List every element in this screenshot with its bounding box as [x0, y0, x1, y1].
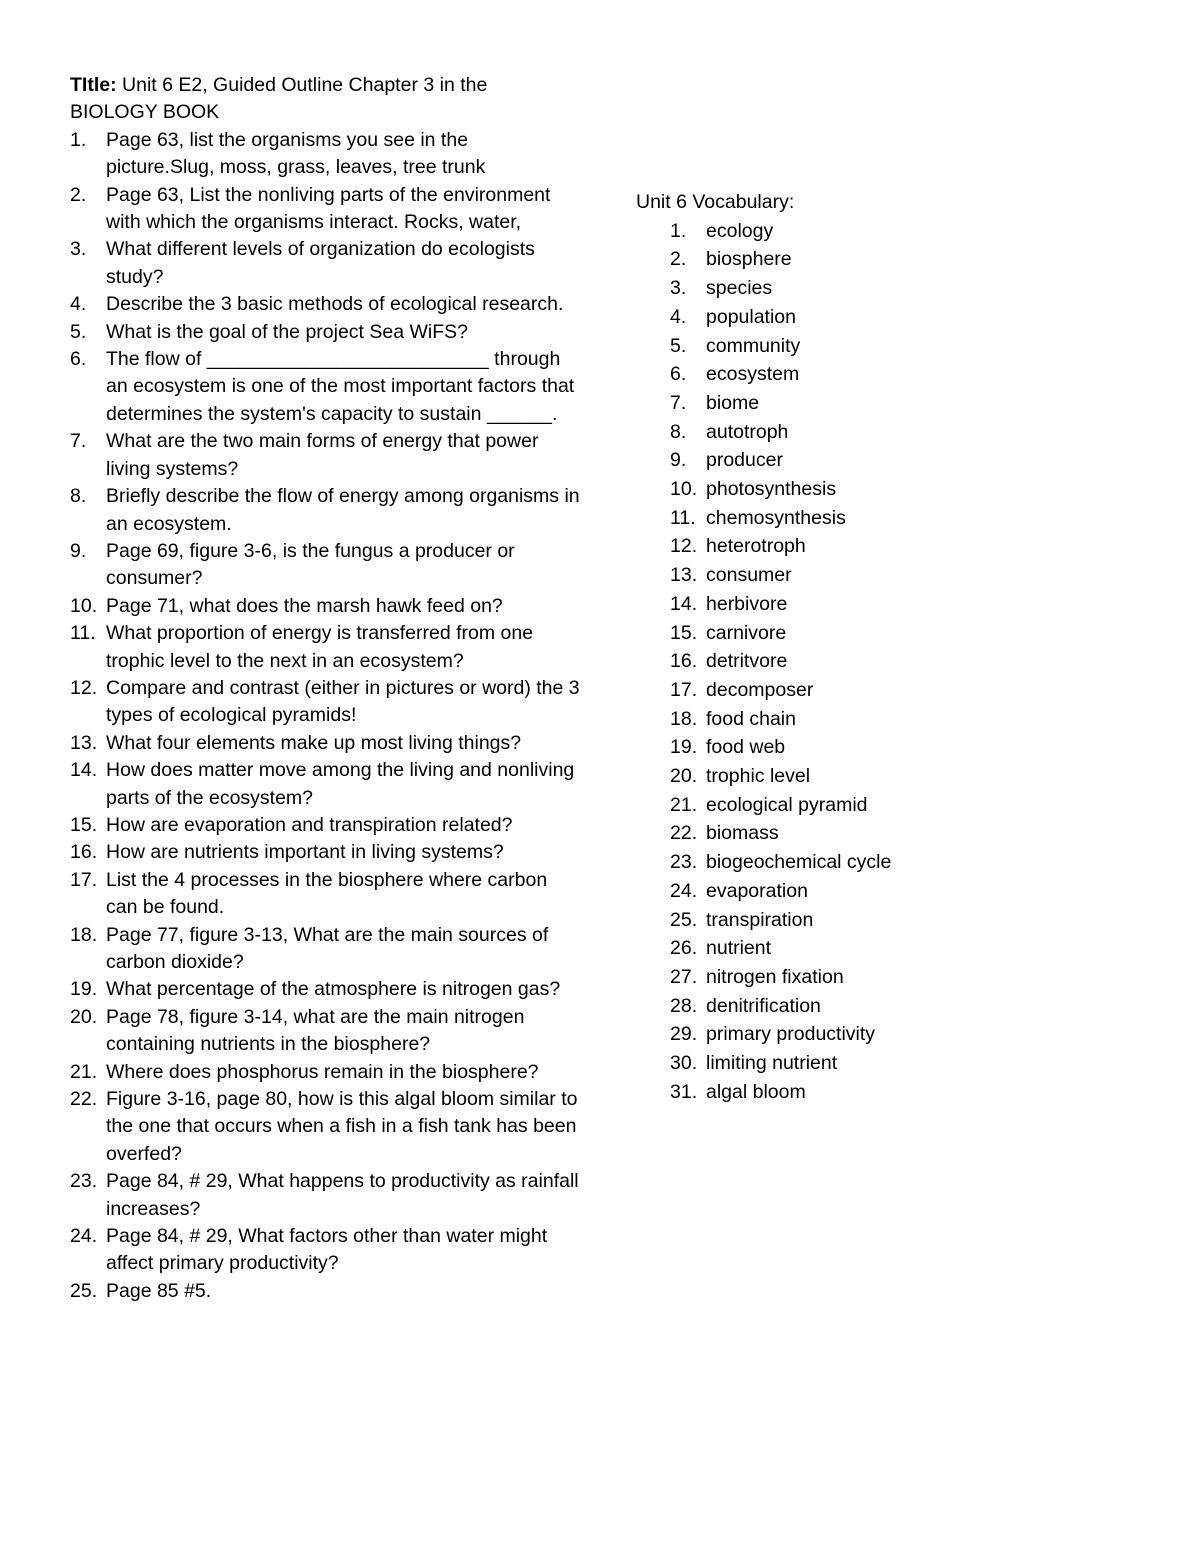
vocabulary-number: 20.	[670, 765, 698, 788]
vocabulary-number: 5.	[670, 334, 687, 357]
outline-column	[70, 72, 580, 1305]
vocabulary-item	[636, 332, 956, 361]
vocabulary-item	[636, 360, 956, 389]
vocabulary-number: 14.	[670, 592, 698, 615]
vocabulary-term: autotroph	[706, 420, 789, 443]
question-number: 20.	[70, 1005, 98, 1028]
vocabulary-term: biome	[706, 391, 760, 414]
vocabulary-number: 21.	[670, 793, 698, 816]
question-item	[70, 812, 580, 839]
vocabulary-item	[636, 1020, 956, 1049]
vocabulary-item	[636, 303, 956, 332]
question-item	[70, 1278, 580, 1305]
question-number: 9.	[70, 539, 87, 562]
question-text: Describe the 3 basic methods of ecological research.	[106, 293, 564, 316]
vocabulary-number: 30.	[670, 1052, 698, 1075]
vocabulary-term: herbivore	[706, 592, 788, 615]
question-number: 23.	[70, 1170, 98, 1193]
document-title	[70, 72, 580, 127]
question-number: 14.	[70, 759, 98, 782]
vocabulary-number: 15.	[670, 621, 698, 644]
vocabulary-term: ecosystem	[706, 363, 800, 386]
vocabulary-number: 27.	[670, 965, 698, 988]
question-item	[70, 867, 580, 922]
vocabulary-number: 10.	[670, 478, 698, 501]
vocabulary-term: detritvore	[706, 650, 788, 673]
vocabulary-item	[636, 475, 956, 504]
vocabulary-number: 26.	[670, 937, 698, 960]
vocabulary-term: denitrification	[706, 994, 821, 1017]
question-item	[70, 757, 580, 812]
vocabulary-term: ecological pyramid	[706, 793, 868, 816]
vocabulary-item	[636, 906, 956, 935]
vocabulary-number: 8.	[670, 420, 687, 443]
vocabulary-term: biogeochemical cycle	[706, 851, 892, 874]
vocabulary-item	[636, 819, 956, 848]
vocabulary-number: 11.	[670, 506, 696, 529]
vocabulary-term: biosphere	[706, 248, 792, 271]
question-number: 4.	[70, 293, 87, 316]
vocabulary-term: population	[706, 305, 796, 328]
question-number: 5.	[70, 320, 87, 343]
question-number: 7.	[70, 430, 87, 453]
question-item	[70, 730, 580, 757]
vocabulary-heading: Unit 6 Vocabulary:	[636, 191, 795, 213]
vocabulary-item	[636, 647, 956, 676]
question-item	[70, 922, 580, 977]
vocabulary-term: food chain	[706, 707, 796, 730]
vocabulary-number: 13.	[670, 564, 698, 587]
question-text: Page 84, # 29, What happens to productivity as rainfall increases?	[106, 1170, 579, 1220]
question-number: 16.	[70, 841, 98, 864]
question-text: The flow of __________________________ through an ecosystem is one of the most important factors that determines the system's capacity to sustain ______.	[106, 348, 575, 425]
vocabulary-number: 1.	[670, 219, 687, 242]
vocabulary-term: nitrogen fixation	[706, 965, 844, 988]
question-number: 10.	[70, 594, 98, 617]
question-text: What four elements make up most living things?	[106, 731, 522, 754]
question-text: Page 63, list the organisms you see in the picture.Slug, moss, grass, leaves, tree trunk	[106, 128, 486, 179]
question-list	[70, 127, 580, 1305]
vocabulary-term: biomass	[706, 822, 779, 845]
title-text: Unit 6 E2, Guided Outline Chapter 3 in the BIOLOGY BOOK	[70, 74, 488, 124]
vocabulary-term: limiting nutrient	[706, 1052, 838, 1075]
question-number: 12.	[70, 676, 98, 699]
question-number: 21.	[70, 1060, 98, 1083]
question-item	[70, 839, 580, 866]
vocabulary-number: 4.	[670, 305, 687, 328]
vocabulary-item	[636, 848, 956, 877]
question-item	[70, 319, 580, 346]
question-text: Compare and contrast (either in pictures or word) the 3 types of ecological pyramids!	[106, 676, 580, 727]
vocabulary-number: 31.	[670, 1080, 698, 1103]
question-text: What different levels of organization do ecologists study?	[106, 238, 535, 288]
vocabulary-item	[636, 619, 956, 648]
vocabulary-number: 16.	[670, 650, 698, 673]
question-item	[70, 428, 580, 483]
vocabulary-term: food web	[706, 736, 786, 759]
question-text: What is the goal of the project Sea WiFS?	[106, 320, 469, 343]
vocabulary-term: evaporation	[706, 879, 808, 902]
question-text: What percentage of the atmosphere is nitrogen gas?	[106, 978, 561, 1001]
vocabulary-term: trophic level	[706, 765, 811, 788]
question-item	[70, 1223, 580, 1278]
vocabulary-list	[636, 217, 956, 1107]
vocabulary-number: 17.	[670, 678, 698, 701]
question-item	[70, 346, 580, 428]
vocabulary-term: algal bloom	[706, 1080, 806, 1103]
question-number: 15.	[70, 813, 98, 836]
vocabulary-term: nutrient	[706, 937, 772, 960]
question-number: 18.	[70, 923, 98, 946]
question-text: Page 85 #5.	[106, 1279, 212, 1302]
question-number: 3.	[70, 238, 87, 261]
question-number: 6.	[70, 348, 87, 371]
question-item	[70, 1004, 580, 1059]
vocabulary-item	[636, 705, 956, 734]
question-item	[70, 675, 580, 730]
vocabulary-item	[636, 963, 956, 992]
question-text: List the 4 processes in the biosphere where carbon can be found.	[106, 868, 548, 919]
vocabulary-term: chemosynthesis	[706, 506, 846, 529]
question-text: Where does phosphorus remain in the biosphere?	[106, 1060, 539, 1083]
question-number: 1.	[70, 128, 87, 151]
question-text: What proportion of energy is transferred from one trophic level to the next in an ecosystem?	[106, 622, 534, 672]
question-text: Page 77, figure 3-13, What are the main sources of carbon dioxide?	[106, 923, 549, 973]
vocabulary-term: community	[706, 334, 801, 357]
vocabulary-item	[636, 791, 956, 820]
question-item	[70, 593, 580, 620]
question-number: 22.	[70, 1088, 98, 1111]
question-text: How are nutrients important in living systems?	[106, 841, 504, 864]
vocabulary-number: 24.	[670, 879, 698, 902]
vocabulary-item	[636, 245, 956, 274]
question-number: 2.	[70, 183, 87, 206]
vocabulary-item	[636, 934, 956, 963]
vocabulary-item	[636, 1049, 956, 1078]
vocabulary-number: 18.	[670, 707, 698, 730]
question-item	[70, 291, 580, 318]
vocabulary-number: 19.	[670, 736, 698, 759]
vocabulary-item	[636, 561, 956, 590]
question-number: 19.	[70, 978, 98, 1001]
question-item	[70, 976, 580, 1003]
vocabulary-term: transpiration	[706, 908, 814, 931]
vocabulary-item	[636, 446, 956, 475]
question-text: Page 71, what does the marsh hawk feed on?	[106, 594, 503, 617]
question-item	[70, 538, 580, 593]
question-text: Figure 3-16, page 80, how is this algal bloom similar to the one that occurs when a fish in a fish tank has been overfed?	[106, 1088, 578, 1165]
question-item	[70, 483, 580, 538]
question-item	[70, 1059, 580, 1086]
vocabulary-number: 25.	[670, 908, 698, 931]
question-number: 13.	[70, 731, 98, 754]
title-label: TItle:	[70, 74, 117, 96]
question-text: What are the two main forms of energy that power living systems?	[106, 430, 539, 480]
vocabulary-number: 3.	[670, 277, 687, 300]
vocabulary-item	[636, 532, 956, 561]
vocabulary-item	[636, 418, 956, 447]
vocabulary-item	[636, 274, 956, 303]
vocabulary-column	[636, 188, 956, 1107]
vocabulary-term: heterotroph	[706, 535, 806, 558]
vocabulary-number: 2.	[670, 248, 687, 271]
vocabulary-number: 28.	[670, 994, 698, 1017]
vocabulary-term: decomposer	[706, 678, 814, 701]
vocabulary-item	[636, 992, 956, 1021]
vocabulary-item	[636, 504, 956, 533]
vocabulary-number: 29.	[670, 1023, 698, 1046]
vocabulary-number: 7.	[670, 391, 687, 414]
question-item	[70, 620, 580, 675]
vocabulary-number: 9.	[670, 449, 687, 472]
vocabulary-item	[636, 762, 956, 791]
vocabulary-number: 23.	[670, 851, 698, 874]
vocabulary-term: photosynthesis	[706, 478, 837, 501]
question-text: Page 63, List the nonliving parts of the environment with which the organisms interact. Rocks, water,	[106, 183, 551, 234]
question-item	[70, 236, 580, 291]
question-text: Page 69, figure 3-6, is the fungus a producer or consumer?	[106, 539, 515, 590]
vocabulary-number: 12.	[670, 535, 698, 558]
question-text: Page 78, figure 3-14, what are the main nitrogen containing nutrients in the biosphere?	[106, 1005, 525, 1056]
vocabulary-item	[636, 733, 956, 762]
vocabulary-item	[636, 676, 956, 705]
question-number: 11.	[70, 622, 96, 645]
question-text: Page 84, # 29, What factors other than water might affect primary productivity?	[106, 1225, 548, 1275]
vocabulary-term: primary productivity	[706, 1023, 876, 1046]
vocabulary-number: 6.	[670, 363, 687, 386]
vocabulary-term: consumer	[706, 564, 792, 587]
vocabulary-term: species	[706, 277, 773, 300]
vocabulary-item	[636, 389, 956, 418]
vocabulary-term: ecology	[706, 219, 774, 242]
question-item	[70, 127, 580, 182]
vocabulary-item	[636, 877, 956, 906]
vocabulary-term: carnivore	[706, 621, 787, 644]
vocabulary-item	[636, 590, 956, 619]
question-item	[70, 182, 580, 237]
vocabulary-item	[636, 217, 956, 246]
question-number: 17.	[70, 868, 98, 891]
question-item	[70, 1086, 580, 1168]
vocabulary-item	[636, 1078, 956, 1107]
question-number: 25.	[70, 1279, 98, 1302]
question-number: 24.	[70, 1225, 98, 1248]
question-text: How does matter move among the living and nonliving parts of the ecosystem?	[106, 759, 575, 809]
vocabulary-term: producer	[706, 449, 783, 472]
question-item	[70, 1168, 580, 1223]
question-text: How are evaporation and transpiration related?	[106, 813, 513, 836]
vocabulary-number: 22.	[670, 822, 698, 845]
question-text: Briefly describe the flow of energy among organisms in an ecosystem.	[106, 485, 580, 535]
question-number: 8.	[70, 485, 87, 508]
